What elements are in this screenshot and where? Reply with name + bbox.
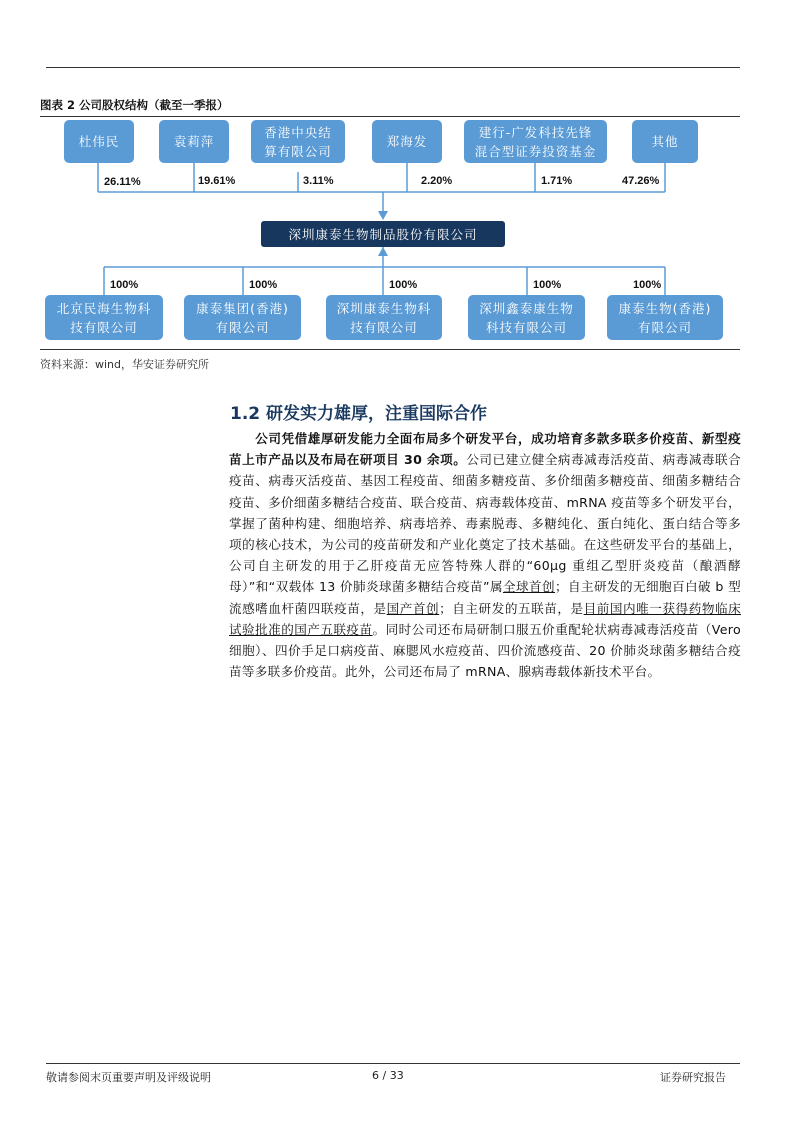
- section-title: 1.2 研发实力雄厚，注重国际合作: [230, 404, 488, 424]
- figure-bottom-rule: [40, 349, 740, 350]
- shareholding-pct: 3.11%: [303, 175, 334, 187]
- shareholder-box: 其他: [632, 120, 698, 163]
- shareholder-box: 袁莉萍: [159, 120, 229, 163]
- figure-title: 图表 2 公司股权结构（截至一季报）: [40, 98, 229, 112]
- subsidiary-pct: 100%: [249, 279, 278, 291]
- body-paragraph: 公司凭借雄厚研发能力全面布局多个研发平台，成功培育多款多联多价疫苗、新型疫苗上市产品以及布局在研项目 30 余项。公司已建立健全病毒减毒活疫苗、病毒减毒联合疫苗、病毒灭活疫苗、基因工程疫苗、细菌多糖疫苗、多价细菌多糖疫苗、细菌多糖结合疫苗、多价细菌多糖结合疫苗、联合疫苗、病毒载体疫苗、mRNA 疫苗等多个研发平台，掌握了菌种构建、细胞培养、病毒培养、毒素脱毒、多糖纯化、蛋白纯化、蛋白结合等多项的核心技术，为公司的疫苗研发和产业化奠定了技术基础。在这些研发平台的基础上，公司自主研发的用于乙肝疫苗无应答特殊人群的“60μg 重组乙型肝炎疫苗（酿酒酵母）”和“双载体 13 价肺炎球菌多糖结合疫苗”属全球首创；自主研发的无细胞百白破 b 型流感嗜血杆菌四联疫苗，是国产首创；自主研发的五联苗，是目前国内唯一获得药物临床试验批准的国产五联疫苗。同时公司还布局研制口服五价重配轮状病毒减毒活疫苗（Vero 细胞）、四价手足口病疫苗、麻腮风水痘疫苗、四价流感疫苗、20 价肺炎球菌多糖结合疫苗等多联多价疫苗。此外，公司还布局了 mRNA、腺病毒载体新技术平台。: [229, 431, 742, 680]
- figure-source: 资料来源：wind，华安证券研究所: [40, 358, 210, 371]
- highlight-pentavalent: 目前国内唯一获得药物临床试验批准的国产五联疫苗: [229, 600, 741, 637]
- subsidiary-pct: 100%: [110, 279, 139, 291]
- subsidiary-box: 深圳康泰生物科 技有限公司: [326, 295, 442, 340]
- subsidiary-box: 深圳鑫泰康生物 科技有限公司: [468, 295, 585, 340]
- shareholding-pct: 1.71%: [541, 175, 573, 187]
- shareholder-box: 杜伟民: [64, 120, 134, 163]
- shareholding-pct: 19.61%: [198, 175, 236, 187]
- shareholder-box: 郑海发: [372, 120, 442, 163]
- footer-disclaimer: 敬请参阅末页重要声明及评级说明: [46, 1071, 211, 1084]
- shareholding-pct: 2.20%: [421, 175, 453, 187]
- footer-report-type: 证券研究报告: [660, 1071, 726, 1084]
- shareholder-box: 香港中央结 算有限公司: [251, 120, 345, 163]
- shareholding-pct: 26.11%: [104, 176, 141, 188]
- highlight-global-first: 全球首创: [502, 579, 555, 595]
- footer-rule: [46, 1063, 740, 1064]
- shareholder-box: 建行-广发科技先锋 混合型证券投资基金: [464, 120, 607, 163]
- highlight-domestic-first: 国产首创: [386, 600, 440, 616]
- subsidiary-pct: 100%: [389, 279, 418, 291]
- shareholding-pct: 47.26%: [622, 175, 660, 187]
- company-box: 深圳康泰生物制品股份有限公司: [261, 221, 505, 247]
- lead-sentence: 公司凭借雄厚研发能力全面布局多个研发平台，成功培育多款多联多价疫苗、新型疫苗上市产品以及布局在研项目 30 余项。: [229, 431, 741, 468]
- subsidiary-pct: 100%: [633, 279, 662, 291]
- subsidiary-pct: 100%: [533, 279, 562, 291]
- subsidiary-box: 北京民海生物科 技有限公司: [45, 295, 163, 340]
- subsidiary-box: 康泰生物(香港) 有限公司: [607, 295, 723, 340]
- subsidiary-box: 康泰集团(香港) 有限公司: [184, 295, 301, 340]
- page-number: 6 / 33: [372, 1069, 404, 1082]
